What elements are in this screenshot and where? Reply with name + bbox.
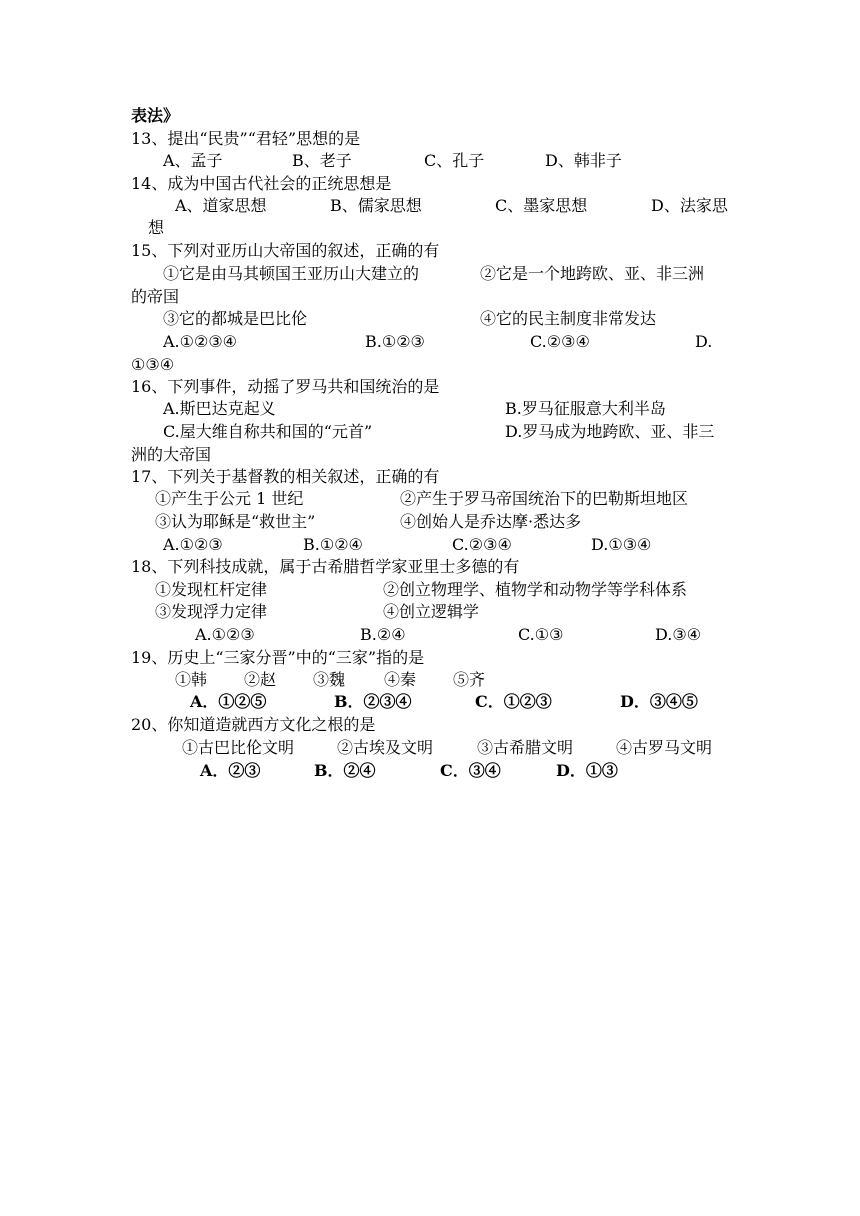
option-a: A.①②③: [195, 625, 255, 644]
text-line: 洲的大帝国: [131, 445, 212, 464]
option-a: A．①②⑤: [190, 692, 267, 711]
option-c: C．①②③: [475, 692, 552, 711]
question-16: 16、下列事件，动摇了罗马共和国统治的是: [131, 377, 440, 396]
statement-3: ③认为耶稣是“救世主”: [155, 512, 316, 531]
item-2: ②古埃及文明: [337, 738, 434, 757]
option-d: D．①③: [556, 761, 618, 780]
option-c: C、孔子: [424, 151, 485, 170]
option-d: D、韩非子: [545, 151, 622, 170]
text-line: 的帝国: [131, 287, 180, 306]
text-line: ①③④: [131, 355, 175, 374]
option-d: D.: [695, 332, 713, 351]
statement-4: ④创始人是乔达摩·悉达多: [400, 512, 582, 531]
statement-2: ②产生于罗马帝国统治下的巴勒斯坦地区: [400, 489, 689, 508]
question-19: 19、历史上“三家分晋”中的“三家”指的是: [131, 648, 425, 667]
option-c: C．③④: [440, 761, 501, 780]
option-b: B．②③④: [334, 692, 412, 711]
option-c: C.屋大维自称共和国的“元首”: [163, 422, 373, 441]
option-d: D.罗马成为地跨欧、亚、非三: [505, 422, 715, 441]
question-13: 13、提出“民贵”“君轻”思想的是: [131, 129, 361, 148]
question-17: 17、下列关于基督教的相关叙述，正确的有: [131, 467, 440, 486]
option-d: D、法家思: [651, 196, 728, 215]
statement-4: ④它的民主制度非常发达: [480, 309, 657, 328]
question-15: 15、下列对亚历山大帝国的叙述，正确的有: [131, 241, 440, 260]
question-20: 20、你知道造就西方文化之根的是: [131, 715, 376, 734]
text-line: 想: [148, 218, 165, 237]
option-c: C.①③: [518, 625, 564, 644]
option-a: A.①②③④: [163, 332, 238, 351]
statement-1: ①发现杠杆定律: [155, 580, 268, 599]
question-18: 18、下列科技成就，属于古希腊哲学家亚里士多德的有: [131, 557, 520, 576]
option-c: C、墨家思想: [495, 196, 588, 215]
option-b: B．②④: [314, 761, 376, 780]
option-b: B、儒家思想: [330, 196, 422, 215]
item-1: ①韩: [175, 670, 208, 689]
option-a: A．②③: [200, 761, 261, 780]
option-b: B.①②③: [365, 332, 425, 351]
option-c: C.②③④: [452, 535, 512, 554]
item-4: ④古罗马文明: [616, 738, 713, 757]
option-b: B.罗马征服意大利半岛: [505, 399, 666, 418]
statement-3: ③它的都城是巴比伦: [163, 309, 308, 328]
item-1: ①古巴比伦文明: [182, 738, 295, 757]
option-d: D.③④: [655, 625, 702, 644]
option-d: D．③④⑤: [620, 692, 698, 711]
option-b: B.①②④: [303, 535, 363, 554]
item-3: ③古希腊文明: [477, 738, 574, 757]
item-4: ④秦: [384, 670, 417, 689]
statement-2: ②它是一个地跨欧、亚、非三洲: [480, 264, 705, 283]
statement-2: ②创立物理学、植物学和动物学等学科体系: [383, 580, 688, 599]
question-14: 14、成为中国古代社会的正统思想是: [131, 174, 392, 193]
statement-1: ①产生于公元 1 世纪: [155, 489, 304, 508]
statement-1: ①它是由马其顿国王亚历山大建立的: [163, 264, 420, 283]
text-line: 表法》: [131, 106, 180, 125]
option-b: B、老子: [292, 151, 352, 170]
option-d: D.①③④: [591, 535, 652, 554]
option-a: A、孟子: [163, 151, 223, 170]
option-c: C.②③④: [530, 332, 590, 351]
statement-3: ③发现浮力定律: [155, 602, 268, 621]
option-a: A.斯巴达克起义: [163, 399, 276, 418]
item-3: ③魏: [313, 670, 346, 689]
option-a: A、道家思想: [175, 196, 267, 215]
item-2: ②赵: [244, 670, 277, 689]
option-b: B.②④: [360, 625, 406, 644]
option-a: A.①②③: [163, 535, 223, 554]
statement-4: ④创立逻辑学: [383, 602, 480, 621]
item-5: ⑤齐: [453, 670, 486, 689]
